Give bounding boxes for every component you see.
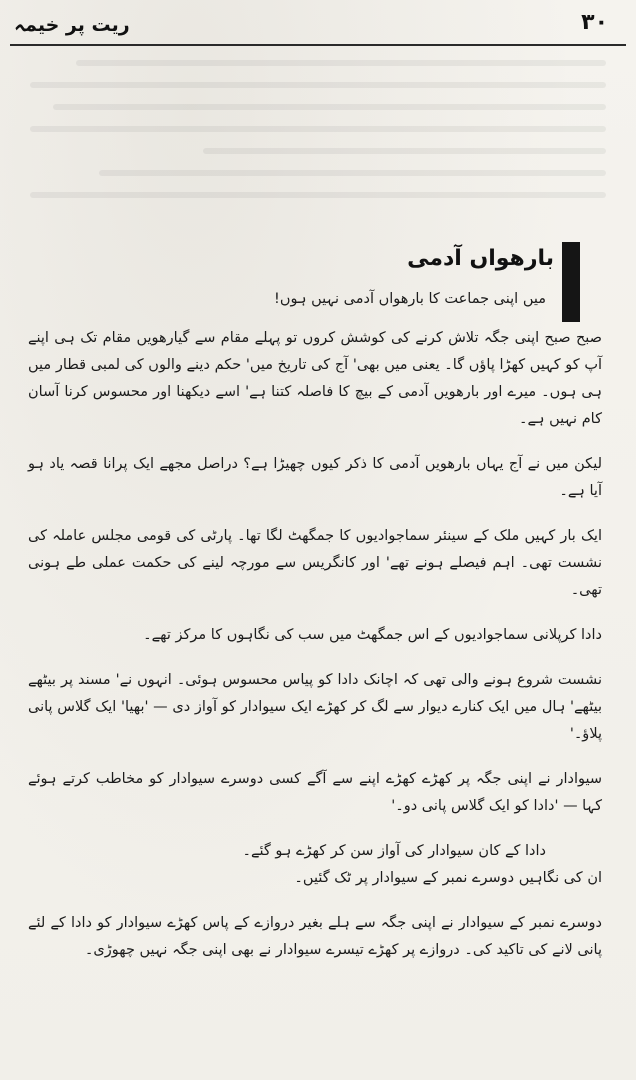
paragraph-5: نشست شروع ہونے والی تھی کہ اچانک دادا کو پیاس محسوس ہوئی۔ انہوں نے' مسند پر بیٹھے بیٹھے' ہال میں ایک کنارے دیوار سے لگ کر کھڑے ایک سیوادار کو آواز دی — 'بھیا' ایک گلاس پانی پلاؤ۔'	[28, 672, 602, 742]
page-body	[28, 286, 602, 982]
header-rule	[10, 44, 626, 46]
paragraph-6: سیوادار نے اپنی جگہ پر کھڑے کھڑے اپنے سے آگے کسی دوسرے سیوادار کو مخاطب کرتے ہوئے کہا — 'دادا کو ایک گلاس پانی دو۔'	[28, 771, 602, 814]
page-number: ۳۰	[581, 10, 608, 35]
chapter-title: بارھواں آدمی	[407, 246, 554, 271]
paragraph-2: لیکن میں نے آج یہاں بارھویں آدمی کا ذکر کیوں چھیڑا ہے؟ دراصل مجھے ایک پرانا قصہ یاد ہو آیا ہے۔	[28, 456, 602, 499]
paragraph-9: دوسرے نمبر کے سیوادار نے اپنی جگہ سے ہلے بغیر دروازے کے پاس کھڑے سیوادار کو دادا کے لئے پانی لانے کی تاکید کی۔ دروازے پر کھڑے تیسرے سیوادار نے بھی اپنی جگہ نہیں چھوڑی۔	[28, 915, 602, 958]
paragraph-4: دادا کرپلانی سماجوادیوں کے اس جمگھٹ میں سب کی نگاہوں کا مرکز تھے۔	[143, 627, 602, 643]
show-through-text	[30, 60, 606, 230]
paragraph-1: صبح صبح اپنی جگہ تلاش کرنے کی کوشش کروں تو پہلے مقام سے گیارھویں مقام تک ہی اپنے آپ کو کہیں کھڑا پاؤں گا۔ یعنی میں بھی' آج کی تاریخ میں' حکم دینے والوں کی لمبی قطار میں ہی ہوں۔ میرے اور بارھویں آدمی کے بیچ کا فاصلہ کتنا ہے' اسے دیکھنا اور محسوس کرنا آسان کام نہیں ہے۔	[28, 330, 602, 427]
running-book-title: ریت پر خیمہ	[14, 14, 130, 36]
paragraph-3: ایک بار کہیں ملک کے سینئر سماجوادیوں کا جمگھٹ لگا تھا۔ پارٹی کی قومی مجلس عاملہ کی نشست تھی۔ اہم فیصلے ہونے تھے' اور کانگریس سے مورچہ لینے کی حکمت عملی طے ہونی تھی۔	[28, 528, 602, 598]
chapter-subtitle: میں اپنی جماعت کا بارھواں آدمی نہیں ہوں!	[274, 291, 546, 307]
paragraph-7: دادا کے کان سیوادار کی آواز سن کر کھڑے ہو گئے۔	[242, 843, 546, 859]
paragraph-8: ان کی نگاہیں دوسرے نمبر کے سیوادار پر ٹک گئیں۔	[294, 870, 602, 886]
